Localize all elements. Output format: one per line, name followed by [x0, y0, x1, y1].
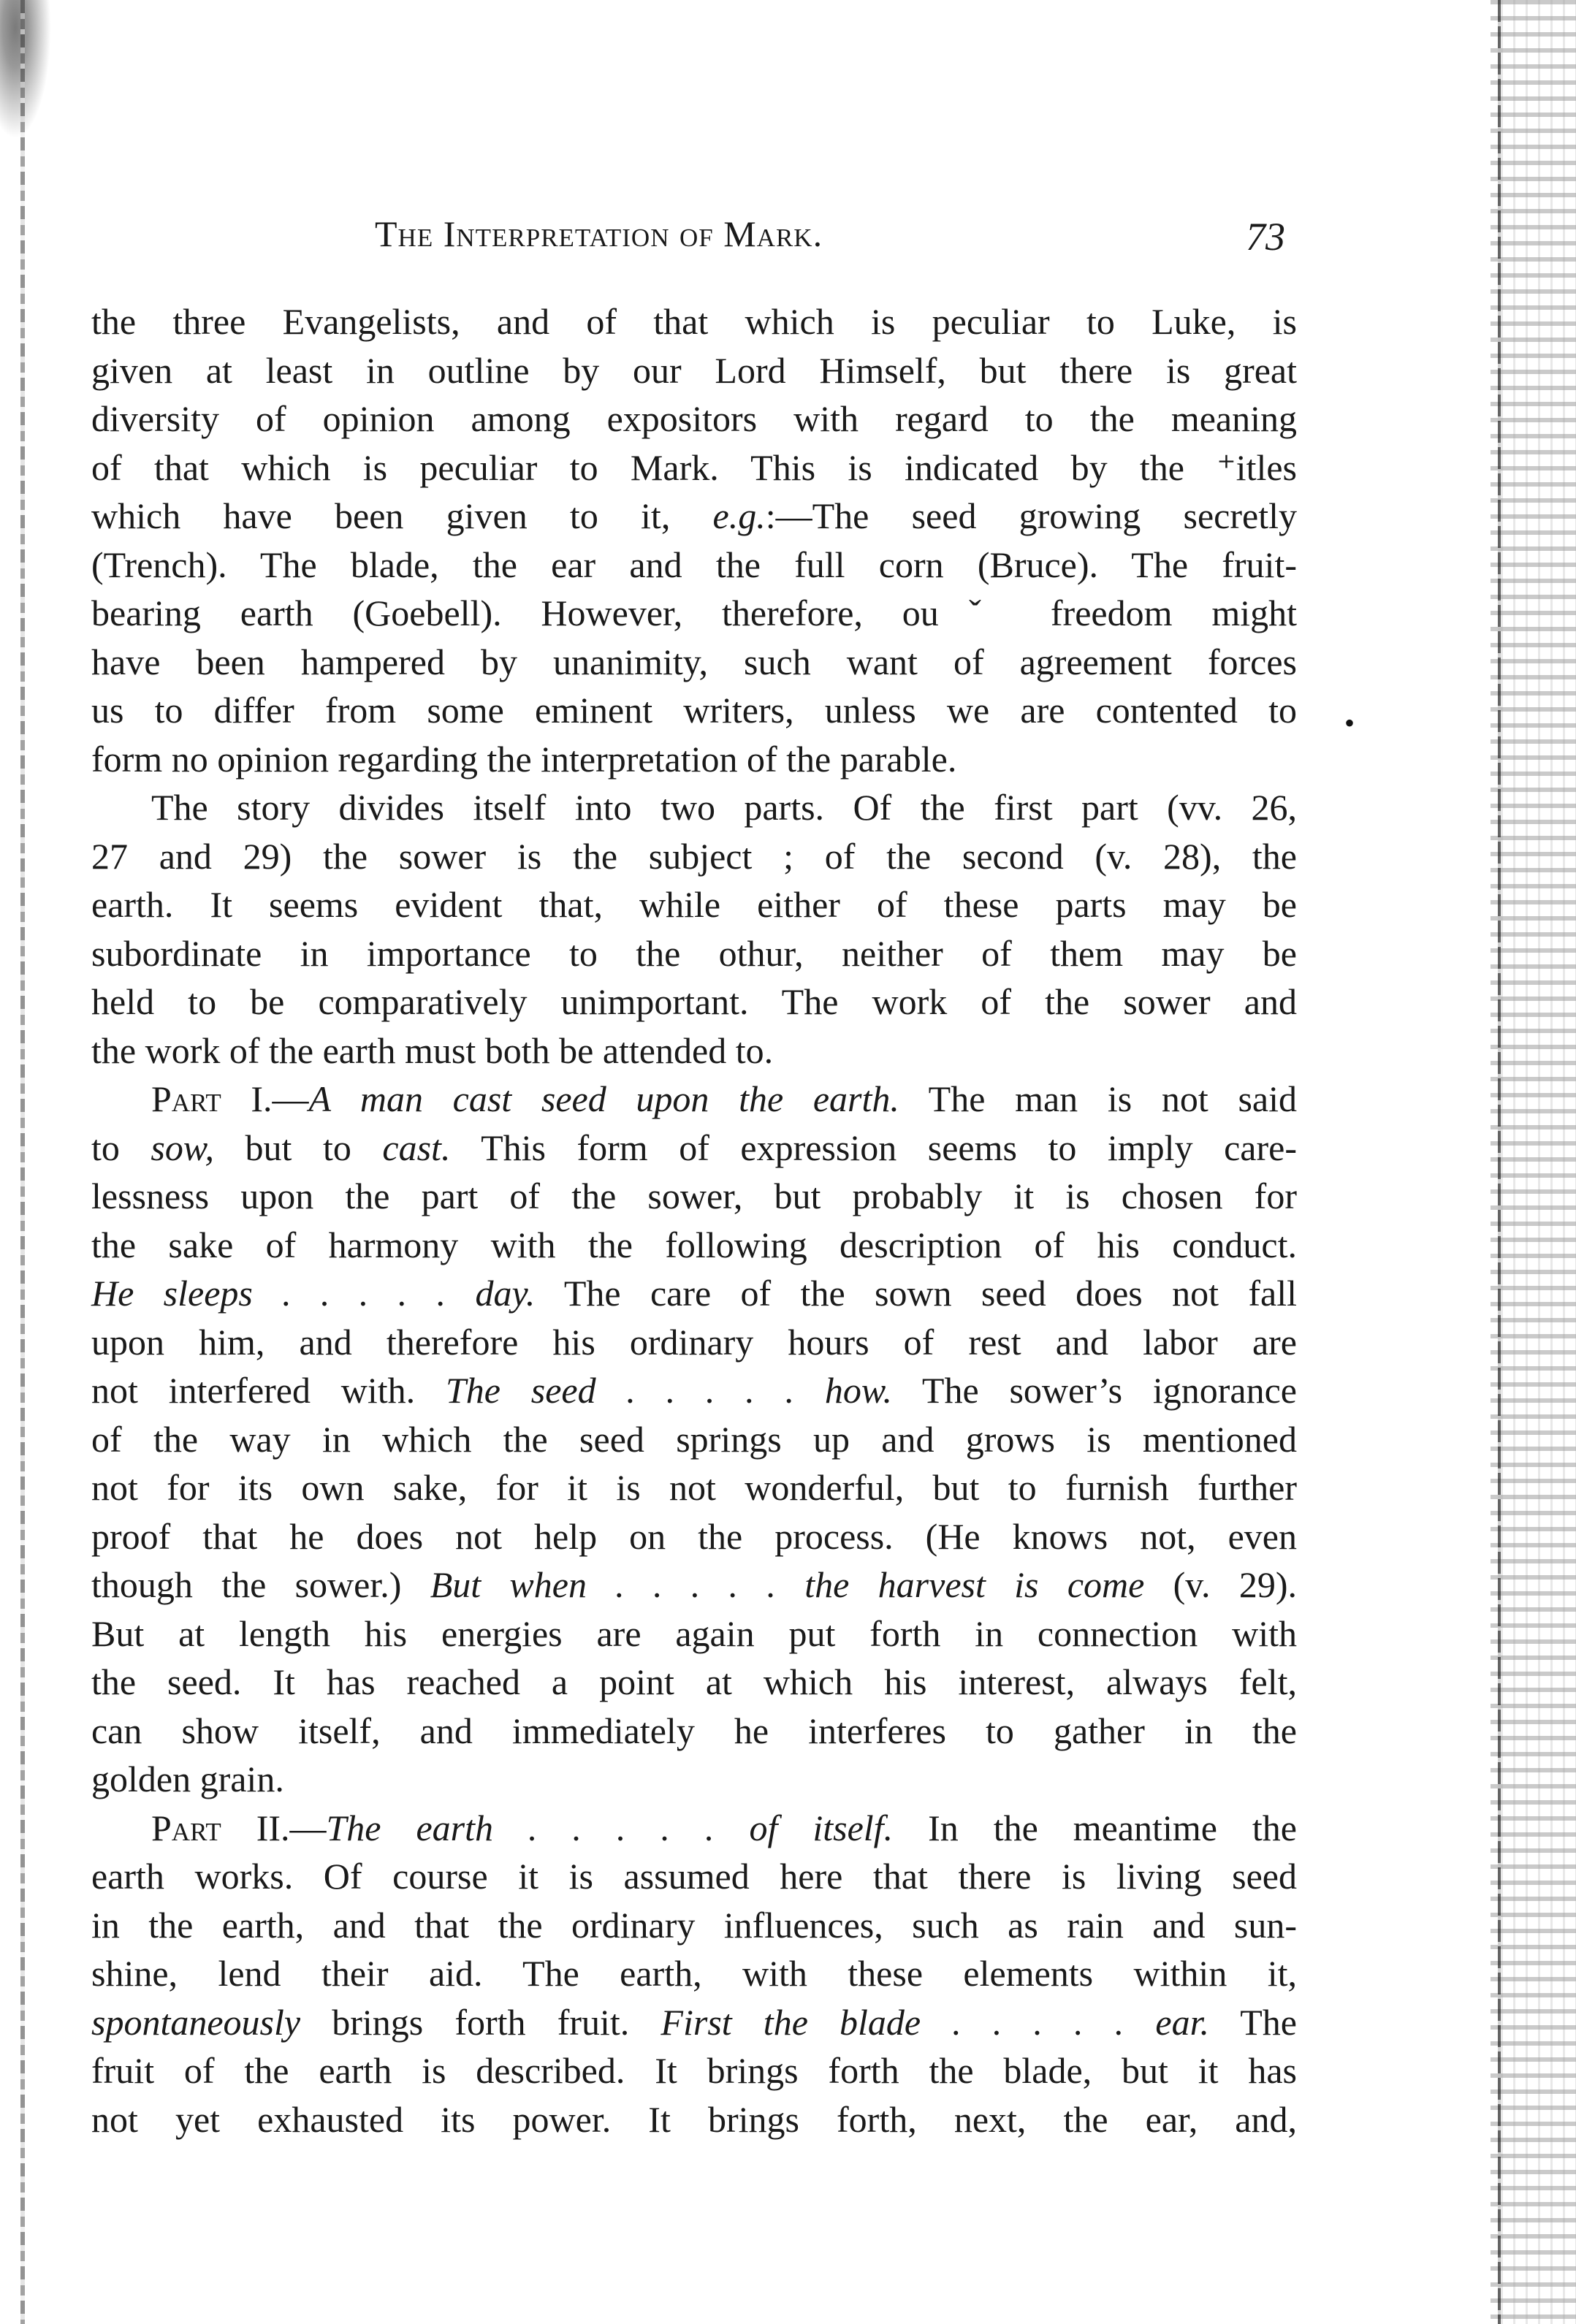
- text-line: [91, 1366, 1297, 1415]
- text-segment: upon him, and therefore his ordinary hours of rest and labor are: [91, 1321, 1297, 1363]
- text-segment: But at length his energies are again put forth in connection with: [91, 1612, 1297, 1654]
- text-segment: The sower’s ignorance: [892, 1370, 1297, 1411]
- text-segment: the work of the earth must both be attended to.: [91, 1029, 774, 1071]
- text-line: [91, 1221, 1297, 1270]
- text-line: [91, 783, 1297, 832]
- text-line: [91, 1949, 1297, 1998]
- text-segment: the sake of harmony with the following description of his conduct.: [91, 1224, 1297, 1265]
- text-line: [91, 1561, 1297, 1609]
- text-segment: but to: [214, 1127, 383, 1168]
- text-segment: The: [1209, 2001, 1297, 2043]
- text-segment: The man is not said: [899, 1078, 1297, 1119]
- text-segment: brings forth fruit.: [300, 2001, 661, 2043]
- italic-phrase: First the blade . . . . . ear.: [661, 2001, 1210, 2043]
- text-segment: This form of expression seems to imply care-: [450, 1127, 1297, 1168]
- text-line: [91, 589, 1297, 638]
- italic-phrase: spontaneously: [91, 2001, 301, 2043]
- text-segment: The care of the sown seed does not fall: [535, 1273, 1297, 1314]
- text-line: [91, 929, 1297, 978]
- text-segment: form no opinion regarding the interpretation of the parable.: [91, 738, 957, 780]
- italic-phrase: sow,: [151, 1127, 215, 1168]
- scan-edge-left: [20, 0, 25, 2324]
- text-segment: In the meantime the: [893, 1807, 1297, 1848]
- text-segment: fruit of the earth is described. It brings forth the blade, but it has: [91, 2050, 1297, 2091]
- text-line: [91, 297, 1297, 346]
- text-segment: shine, lend their aid. The earth, with these elements within it,: [91, 1953, 1297, 1994]
- body-text: [91, 297, 1297, 2144]
- text-line: [91, 1804, 1297, 1853]
- text-segment: lessness upon the part of the sower, but probably it is chosen for: [91, 1176, 1297, 1216]
- text-line: [91, 880, 1297, 929]
- text-line: [91, 492, 1297, 541]
- part-heading: Part II.: [151, 1807, 290, 1848]
- text-line: [91, 1269, 1297, 1318]
- scan-edge-left-corner: [0, 0, 51, 139]
- text-line: [91, 1415, 1297, 1464]
- text-segment: proof that he does not help on the process. (He knows not, even: [91, 1515, 1297, 1557]
- text-line: [91, 1609, 1297, 1658]
- text-segment: have been hampered by unanimity, such want of agreement forces: [91, 641, 1297, 682]
- italic-phrase: A man cast seed upon the earth.: [308, 1078, 899, 1119]
- part-heading: Part I.: [151, 1078, 273, 1119]
- italic-phrase: The seed . . . . . how.: [445, 1370, 893, 1411]
- text-line: [91, 638, 1297, 687]
- text-line: [91, 1755, 1297, 1804]
- text-segment: which have been given to it,: [91, 495, 713, 536]
- text-line: [91, 1658, 1297, 1707]
- text-segment: —: [272, 1078, 309, 1119]
- text-segment: :—The seed growing secretly: [765, 495, 1297, 536]
- page-number: 73: [1246, 215, 1285, 259]
- text-line: [91, 541, 1297, 590]
- text-segment: given at least in outline by our Lord Himself, but there is great: [91, 349, 1297, 391]
- margin-mark: •: [1344, 706, 1355, 739]
- italic-phrase: But when . . . . . the harvest is come: [430, 1564, 1145, 1605]
- scan-edge-right: [1491, 0, 1576, 2324]
- text-line: [91, 1075, 1297, 1124]
- text-line: [91, 1172, 1297, 1221]
- text-segment: diversity of opinion among expositors with regard to the meaning: [91, 398, 1297, 439]
- text-segment: subordinate in importance to the othur, neither of them may be: [91, 932, 1297, 974]
- text-line: [91, 978, 1297, 1026]
- text-segment: bearing earth (Goebell). However, therefore, ouˇ freedom might: [91, 593, 1297, 633]
- text-segment: of that which is peculiar to Mark. This is indicated by the ⁺itles: [91, 446, 1297, 488]
- text-line: [91, 1998, 1297, 2047]
- text-line: [91, 1512, 1297, 1561]
- text-line: [91, 346, 1297, 395]
- italic-phrase: e.g.: [712, 495, 766, 536]
- text-segment: though the sower.): [91, 1564, 430, 1605]
- text-line: [91, 1026, 1297, 1075]
- running-head: [91, 212, 1297, 259]
- text-segment: 27 and 29) the sower is the subject ; of the second (v. 28), the: [91, 835, 1297, 877]
- text-segment: golden grain.: [91, 1759, 284, 1799]
- text-line: [91, 735, 1297, 784]
- text-line: [91, 1124, 1297, 1173]
- text-line: [91, 832, 1297, 881]
- text-segment: not yet exhausted its power. It brings forth, next, the ear, and,: [91, 2098, 1297, 2140]
- text-line: [91, 686, 1297, 735]
- text-segment: the three Evangelists, and of that which is peculiar to Luke, is: [91, 301, 1297, 342]
- text-line: [91, 395, 1297, 443]
- text-segment: not interfered with.: [91, 1370, 446, 1411]
- text-segment: to: [91, 1127, 151, 1168]
- running-title: The Interpretation of Mark.: [375, 213, 823, 254]
- text-segment: of the way in which the seed springs up and grows is mentioned: [91, 1418, 1297, 1460]
- italic-phrase: The earth . . . . . of itself.: [326, 1807, 894, 1848]
- text-line: [91, 1318, 1297, 1367]
- text-segment: the seed. It has reached a point at which his interest, always felt,: [91, 1661, 1297, 1702]
- text-segment: earth works. Of course it is assumed here that there is living seed: [91, 1856, 1297, 1897]
- text-line: [91, 1901, 1297, 1950]
- text-line: [91, 1852, 1297, 1901]
- text-segment: in the earth, and that the ordinary influences, such as rain and sun-: [91, 1904, 1297, 1946]
- text-line: [91, 1463, 1297, 1512]
- text-segment: held to be comparatively unimportant. The work of the sower and: [91, 981, 1297, 1022]
- text-segment: The story divides itself into two parts. Of the first part (vv. 26,: [151, 787, 1297, 828]
- italic-phrase: He sleeps . . . . . day.: [91, 1273, 536, 1314]
- text-segment: —: [289, 1807, 327, 1848]
- text-line: [91, 2095, 1297, 2144]
- text-segment: can show itself, and immediately he interferes to gather in the: [91, 1710, 1297, 1751]
- text-line: [91, 2046, 1297, 2095]
- text-segment: (v. 29).: [1144, 1564, 1297, 1605]
- text-segment: not for its own sake, for it is not wonderful, but to furnish further: [91, 1467, 1297, 1508]
- text-line: [91, 1707, 1297, 1756]
- text-segment: (Trench). The blade, the ear and the full corn (Bruce). The fruit-: [91, 544, 1297, 585]
- text-segment: earth. It seems evident that, while either of these parts may be: [91, 884, 1297, 925]
- italic-phrase: cast.: [382, 1127, 451, 1168]
- scan-edge-right-line: [1498, 0, 1501, 2324]
- text-line: [91, 443, 1297, 492]
- text-segment: us to differ from some eminent writers, unless we are contented to: [91, 690, 1297, 731]
